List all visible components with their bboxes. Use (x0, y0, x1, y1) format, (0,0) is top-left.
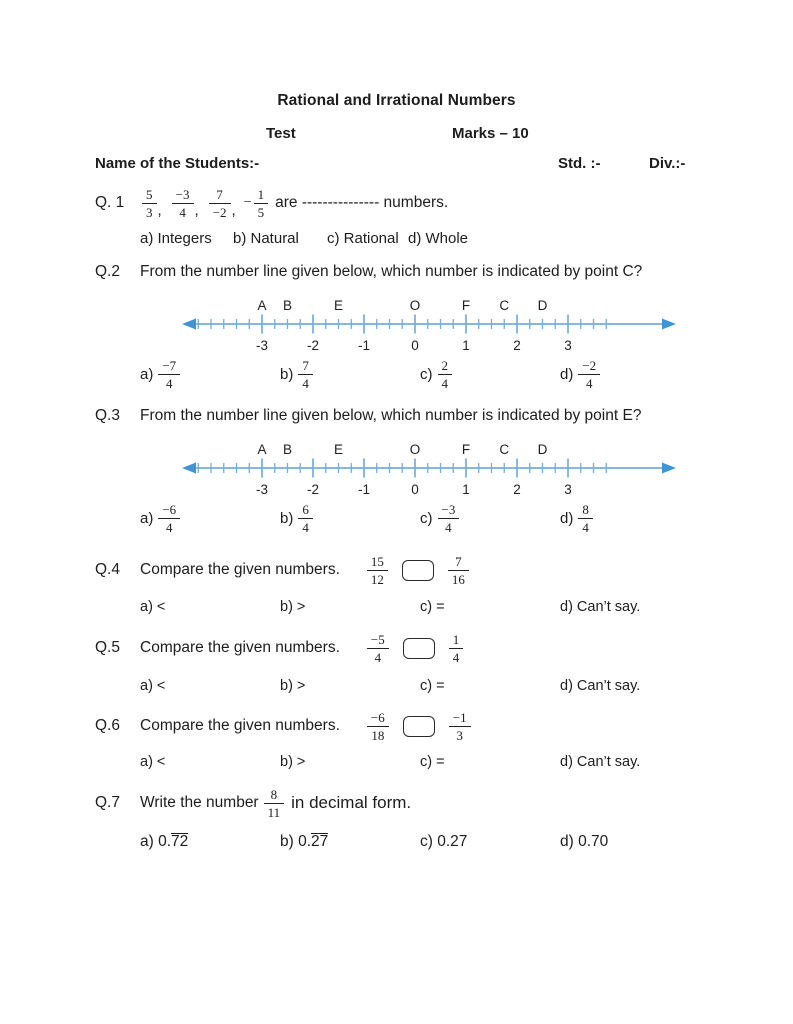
question-3 (95, 407, 641, 425)
fraction-numerator: −7 (158, 358, 180, 375)
fraction-numerator: 8 (578, 502, 593, 519)
option-label: b) (280, 366, 294, 383)
q5-answer-box[interactable] (403, 638, 435, 659)
option-label: d) (560, 510, 574, 527)
fraction-denominator: −2 (212, 204, 227, 220)
q6-option-b[interactable]: b) > (280, 754, 306, 770)
option-text: d) 0.70 (560, 833, 609, 850)
question-7-text-before: Write the number (140, 794, 259, 811)
q1-frac4-sign: − (243, 195, 252, 210)
q5-option-b[interactable]: b) > (280, 678, 306, 694)
comma: , (231, 202, 236, 219)
question-7-number: Q.7 (95, 794, 120, 811)
q1-fraction-4 (254, 187, 269, 220)
fraction-numerator: 7 (448, 554, 469, 571)
svg-text:D: D (537, 442, 548, 457)
q7-option-b[interactable] (280, 833, 328, 851)
number-line-svg (180, 291, 678, 357)
fraction-numerator: 1 (254, 187, 269, 204)
fraction-denominator: 3 (456, 727, 463, 743)
svg-text:A: A (257, 298, 267, 313)
option-fraction (438, 502, 460, 535)
marks-label: Marks – 10 (452, 125, 529, 142)
fraction-numerator: −1 (449, 710, 471, 727)
svg-text:-1: -1 (357, 338, 371, 353)
comma: , (157, 202, 162, 219)
q1-option-d[interactable]: d) Whole (408, 230, 469, 247)
svg-text:-2: -2 (306, 338, 320, 353)
q5-right-fraction (449, 632, 464, 665)
q6-option-c[interactable]: c) = (420, 754, 445, 770)
fraction-numerator: 5 (142, 187, 157, 204)
q3-option-a[interactable] (140, 502, 180, 535)
fraction-denominator: 4 (586, 376, 593, 391)
q4-right-fraction (448, 554, 469, 587)
q4-answer-box[interactable] (402, 560, 434, 581)
fraction-numerator: 2 (438, 358, 453, 375)
option-label: c) (420, 366, 433, 383)
option-label: a) (140, 510, 154, 527)
svg-text:-1: -1 (357, 482, 371, 497)
question-5-number: Q.5 (95, 639, 120, 656)
q2-option-c[interactable] (420, 358, 452, 391)
fraction-denominator: 5 (257, 204, 265, 220)
option-label: d) (560, 366, 574, 383)
fraction-denominator: 4 (302, 376, 309, 391)
svg-text:2: 2 (513, 338, 521, 353)
svg-text:A: A (257, 442, 267, 457)
question-4 (95, 550, 469, 590)
q6-right-fraction (449, 710, 471, 743)
question-6-number: Q.6 (95, 717, 120, 734)
svg-text:-3: -3 (255, 482, 269, 497)
fraction-denominator: 16 (451, 571, 465, 587)
fraction-denominator: 4 (302, 520, 309, 535)
svg-text:-3: -3 (255, 338, 269, 353)
q2-option-b[interactable] (280, 358, 313, 391)
q2-option-a[interactable] (140, 358, 180, 391)
fraction-numerator: 1 (449, 632, 464, 649)
fraction-numerator: −5 (367, 632, 389, 649)
number-line-svg (180, 435, 678, 501)
fraction-numerator: 6 (298, 502, 313, 519)
svg-text:F: F (461, 442, 471, 457)
q5-option-c[interactable]: c) = (420, 678, 445, 694)
option-fraction (578, 358, 600, 391)
fraction-denominator: 4 (179, 204, 186, 220)
question-7-text-after: in decimal form. (291, 793, 412, 812)
fraction-denominator: 4 (441, 376, 448, 391)
option-label: a) (140, 366, 154, 383)
question-4-text: Compare the given numbers. (140, 561, 340, 578)
repeating-decimal-overline: 72 (171, 833, 189, 850)
option-fraction (578, 502, 593, 535)
question-6-text: Compare the given numbers. (140, 717, 340, 734)
option-fraction (158, 358, 180, 391)
svg-text:3: 3 (564, 338, 572, 353)
svg-text:0: 0 (411, 338, 419, 353)
option-fraction (298, 358, 313, 391)
q3-option-d[interactable] (560, 502, 593, 535)
q7-option-d[interactable] (560, 833, 608, 851)
number-line-q2 (180, 291, 678, 362)
q1-option-a[interactable]: a) Integers (140, 230, 212, 247)
q4-option-a[interactable]: a) < (140, 599, 166, 615)
fraction-denominator: 4 (166, 376, 173, 391)
q1-fraction-3 (209, 187, 231, 220)
svg-text:E: E (333, 442, 344, 457)
repeating-decimal-overline: 27 (311, 833, 329, 850)
question-1 (95, 184, 448, 222)
question-7 (95, 783, 411, 823)
option-label: c) (420, 510, 433, 527)
svg-text:-2: -2 (306, 482, 320, 497)
question-5 (95, 628, 463, 668)
fraction-denominator: 3 (146, 204, 153, 220)
q4-option-d[interactable]: d) Can’t say. (560, 599, 641, 615)
q3-option-b[interactable] (280, 502, 313, 535)
svg-text:F: F (461, 298, 471, 313)
fraction-denominator: 18 (371, 727, 385, 743)
svg-text:3: 3 (564, 482, 572, 497)
fraction-denominator: 12 (370, 571, 384, 587)
q7-fraction (264, 787, 285, 820)
svg-text:O: O (409, 298, 421, 313)
svg-text:O: O (409, 442, 421, 457)
q6-option-a[interactable]: a) < (140, 754, 166, 770)
q2-option-d[interactable] (560, 358, 600, 391)
question-2-options (0, 358, 793, 400)
question-2-number: Q.2 (95, 263, 120, 280)
svg-text:E: E (333, 298, 344, 313)
fraction-denominator: 4 (166, 520, 173, 535)
question-3-text: From the number line given below, which number is indicated by point E? (140, 407, 642, 424)
q6-answer-box[interactable] (403, 716, 435, 737)
fraction-numerator: 7 (298, 358, 313, 375)
q7-option-c[interactable] (420, 833, 467, 851)
q4-option-c[interactable]: c) = (420, 599, 445, 615)
fraction-denominator: 4 (374, 649, 382, 665)
fraction-numerator: −2 (578, 358, 600, 375)
option-fraction (158, 502, 180, 535)
page-title: Rational and Irrational Numbers (277, 92, 516, 109)
question-2-text: From the number line given below, which number is indicated by point C? (140, 263, 643, 280)
q5-option-d[interactable]: d) Can’t say. (560, 678, 641, 694)
q5-option-a[interactable]: a) < (140, 678, 166, 694)
question-2 (95, 263, 642, 281)
q1-fraction-1 (142, 187, 157, 220)
question-1-text: are --------------- numbers. (275, 194, 449, 211)
fraction-numerator: −3 (438, 502, 460, 519)
question-3-number: Q.3 (95, 407, 120, 424)
fraction-numerator: −6 (367, 710, 389, 727)
q1-fraction-2 (172, 187, 194, 220)
option-text: c) 0.27 (420, 833, 468, 850)
q4-left-fraction (367, 554, 388, 587)
fraction-numerator: −3 (172, 187, 194, 204)
svg-text:1: 1 (462, 338, 470, 353)
q1-option-c[interactable]: c) Rational (327, 230, 399, 247)
svg-text:D: D (537, 298, 548, 313)
q4-option-b[interactable]: b) > (280, 599, 306, 615)
fraction-numerator: −6 (158, 502, 180, 519)
question-5-text: Compare the given numbers. (140, 639, 340, 656)
div-label: Div.:- (649, 155, 686, 172)
svg-text:1: 1 (462, 482, 470, 497)
fraction-numerator: 8 (264, 787, 285, 804)
option-fraction (438, 358, 453, 391)
number-line-q3 (180, 435, 678, 506)
q6-option-d[interactable]: d) Can’t say. (560, 754, 641, 770)
svg-text:C: C (499, 298, 510, 313)
fraction-numerator: 7 (209, 187, 231, 204)
question-1-number: Q. 1 (95, 194, 125, 211)
fraction-denominator: 11 (267, 804, 281, 820)
q7-option-a[interactable] (140, 833, 188, 851)
question-3-options (0, 502, 793, 544)
svg-text:C: C (499, 442, 510, 457)
option-label: b) (280, 510, 294, 527)
question-4-number: Q.4 (95, 561, 120, 578)
svg-text:B: B (282, 442, 293, 457)
option-text: b) 0. (280, 833, 312, 850)
fraction-numerator: 15 (367, 554, 388, 571)
comma: , (194, 202, 199, 219)
svg-text:2: 2 (513, 482, 521, 497)
option-text: a) 0. (140, 833, 172, 850)
q3-option-c[interactable] (420, 502, 459, 535)
student-name-label: Name of the Students:- (95, 155, 260, 172)
fraction-denominator: 4 (452, 649, 460, 665)
fraction-denominator: 4 (582, 520, 589, 535)
std-label: Std. :- (558, 155, 601, 172)
svg-text:B: B (282, 298, 293, 313)
svg-text:0: 0 (411, 482, 419, 497)
q5-left-fraction (367, 632, 389, 665)
q6-left-fraction (367, 710, 389, 743)
test-label: Test (266, 125, 296, 142)
fraction-denominator: 4 (445, 520, 452, 535)
option-fraction (298, 502, 313, 535)
question-6 (95, 706, 471, 746)
q1-option-b[interactable]: b) Natural (233, 230, 299, 247)
question-7-options (0, 833, 793, 873)
